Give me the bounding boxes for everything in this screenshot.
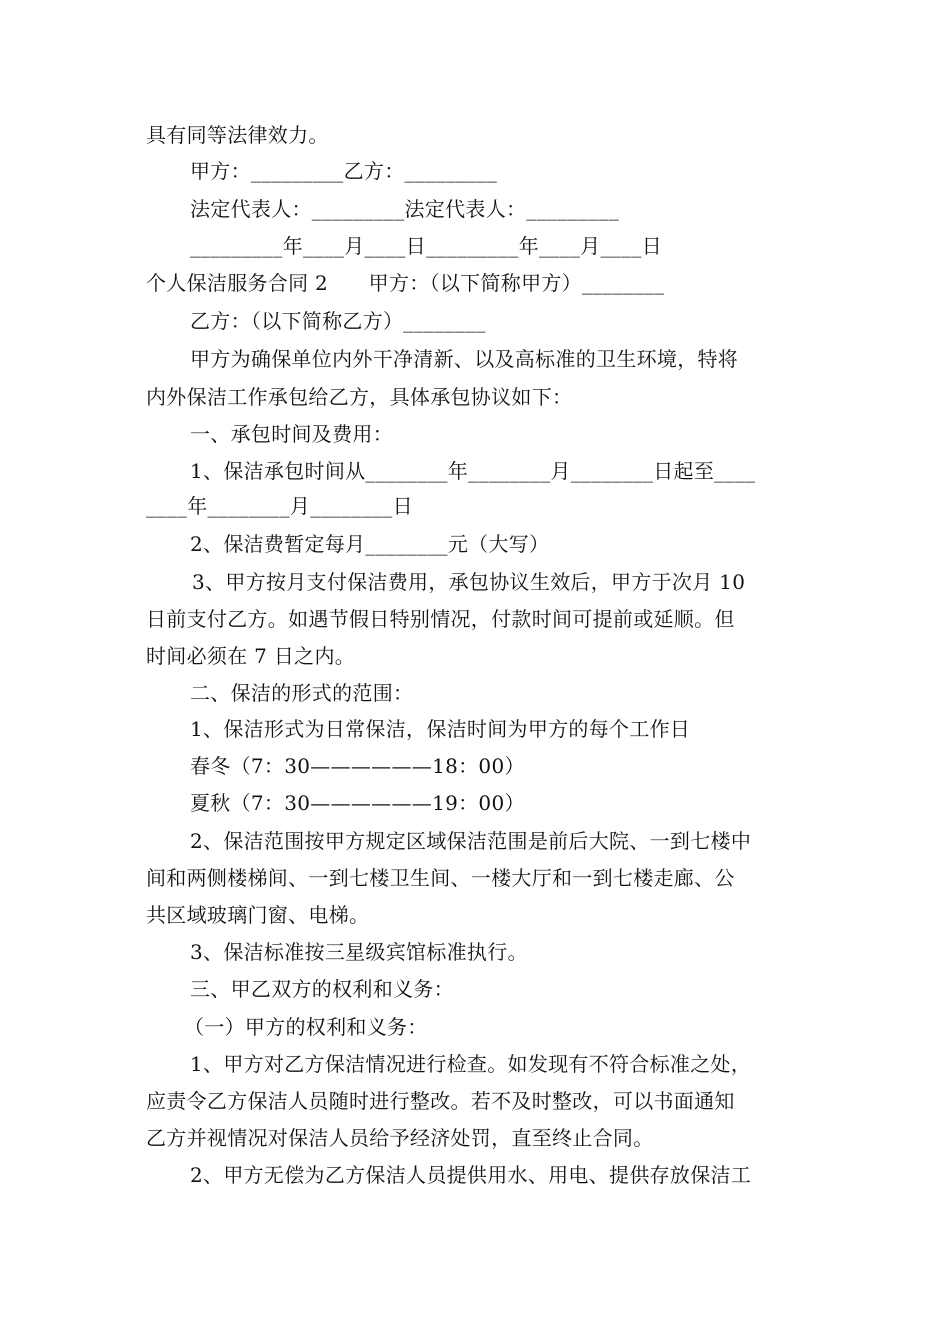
- subsection-heading: （一）甲方的权利和义务：: [184, 1015, 428, 1039]
- legal-representative-line: 法定代表人：_________法定代表人：_________: [190, 197, 619, 221]
- clause-line: 2、保洁费暂定每月________元（大写）: [190, 532, 550, 556]
- clause-line: 乙方并视情况对保洁人员给予经济处罚，直至终止合同。: [146, 1126, 654, 1150]
- clause-line: 1、甲方对乙方保洁情况进行检查。如发现有不符合标准之处，: [190, 1052, 752, 1076]
- clause-line: 日前支付乙方。如遇节假日特别情况，付款时间可提前或延顺。但: [146, 607, 735, 631]
- section-heading: 二、保洁的形式的范围：: [190, 681, 414, 705]
- clause-line: ____年________月________日: [146, 494, 413, 518]
- clause-line: 1、保洁承包时间从________年________月________日起至____: [190, 459, 756, 483]
- section-heading: 三、甲乙双方的权利和义务：: [190, 977, 454, 1001]
- signature-date-line: _________年____月____日_________年____月____日: [190, 234, 662, 258]
- contract-title-line: 个人保洁服务合同 2 甲方：（以下简称甲方）________: [146, 271, 665, 295]
- clause-line: 2、甲方无偿为乙方保洁人员提供用水、用电、提供存放保洁工: [190, 1163, 752, 1187]
- clause-line: 应责令乙方保洁人员随时进行整改。若不及时整改，可以书面通知: [146, 1089, 735, 1113]
- clause-line: 3、甲方按月支付保洁费用，承包协议生效后，甲方于次月 10: [192, 570, 746, 594]
- party-b-line: 乙方：（以下简称乙方）________: [190, 309, 486, 333]
- clause-line: 时间必须在 7 日之内。: [146, 644, 356, 668]
- clause-line: 2、保洁范围按甲方规定区域保洁范围是前后大院、一到七楼中: [190, 829, 752, 853]
- schedule-line: 夏秋（7：30——————19：00）: [190, 791, 525, 815]
- clause-line: 3、保洁标准按三星级宾馆标准执行。: [190, 940, 528, 964]
- section-heading: 一、承包时间及费用：: [190, 422, 393, 446]
- clause-line: 共区域玻璃门窗、电梯。: [146, 903, 370, 927]
- clause-line: 间和两侧楼梯间、一到七楼卫生间、一楼大厅和一到七楼走廊、公: [146, 866, 735, 890]
- clause-line: 1、保洁形式为日常保洁，保洁时间为甲方的每个工作日: [190, 717, 691, 741]
- paragraph-line: 甲方为确保单位内外干净清新、以及高标准的卫生环境，特将: [190, 347, 739, 371]
- signature-parties-line: 甲方：_________乙方：_________: [190, 159, 498, 183]
- text-line: 具有同等法律效力。: [146, 123, 329, 147]
- schedule-line: 春冬（7：30——————18：00）: [190, 754, 525, 778]
- paragraph-line: 内外保洁工作承包给乙方，具体承包协议如下：: [146, 385, 573, 409]
